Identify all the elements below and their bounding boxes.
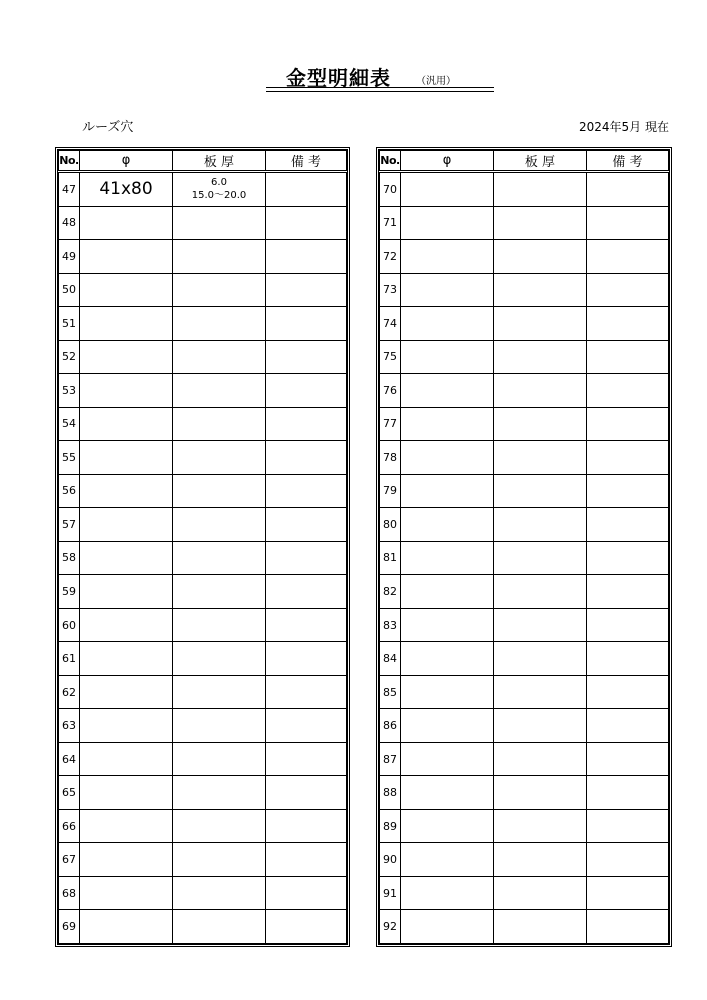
remarks-cell — [587, 876, 669, 910]
remarks-cell — [266, 172, 347, 207]
table-row — [380, 910, 669, 944]
diameter-cell — [401, 474, 494, 508]
right-table-body — [380, 172, 669, 944]
document-title: 金型明細表 — [286, 66, 391, 90]
diameter-cell — [80, 474, 173, 508]
remarks-cell — [587, 776, 669, 810]
thickness-cell — [494, 474, 587, 508]
remarks-cell — [587, 407, 669, 441]
row-number: 75 — [380, 340, 401, 374]
thickness-cell — [494, 675, 587, 709]
table-row — [59, 273, 347, 307]
table-row — [380, 474, 669, 508]
remarks-cell — [587, 374, 669, 408]
thickness-cell — [494, 441, 587, 475]
diameter-cell — [80, 407, 173, 441]
diameter-cell — [80, 876, 173, 910]
thickness-cell — [494, 340, 587, 374]
row-number: 67 — [59, 843, 80, 877]
table-row — [380, 508, 669, 542]
left-table — [55, 147, 350, 947]
thickness-cell — [173, 642, 266, 676]
header-no: No. — [59, 151, 80, 172]
thickness-cell — [173, 273, 266, 307]
row-number: 78 — [380, 441, 401, 475]
right-table — [376, 147, 672, 947]
row-number: 74 — [380, 307, 401, 341]
row-number: 54 — [59, 407, 80, 441]
row-number: 76 — [380, 374, 401, 408]
table-row — [59, 742, 347, 776]
row-number: 70 — [380, 172, 401, 207]
diameter-cell — [401, 575, 494, 609]
thickness-cell — [494, 172, 587, 207]
table-row — [380, 876, 669, 910]
table-row — [380, 340, 669, 374]
table-row — [59, 876, 347, 910]
row-number: 91 — [380, 876, 401, 910]
header-thickness: 板 厚 — [494, 151, 587, 172]
diameter-cell — [80, 441, 173, 475]
remarks-cell — [266, 307, 347, 341]
table-row — [380, 608, 669, 642]
row-number: 66 — [59, 809, 80, 843]
row-number: 58 — [59, 541, 80, 575]
table-row — [59, 541, 347, 575]
remarks-cell — [587, 910, 669, 944]
diameter-cell — [80, 340, 173, 374]
remarks-cell — [266, 675, 347, 709]
diameter-cell — [401, 508, 494, 542]
thickness-cell — [173, 809, 266, 843]
row-number: 47 — [59, 172, 80, 207]
table-row — [59, 809, 347, 843]
diameter-cell — [80, 709, 173, 743]
thickness-cell — [494, 608, 587, 642]
remarks-cell — [266, 541, 347, 575]
table-row — [59, 709, 347, 743]
table-row — [59, 474, 347, 508]
table-row — [59, 206, 347, 240]
diameter-cell — [401, 407, 494, 441]
diameter-cell — [80, 843, 173, 877]
header-remarks: 備 考 — [266, 151, 347, 172]
table-row — [380, 809, 669, 843]
row-number: 84 — [380, 642, 401, 676]
thickness-cell — [494, 910, 587, 944]
row-number: 57 — [59, 508, 80, 542]
remarks-cell — [587, 307, 669, 341]
table-row — [59, 508, 347, 542]
thickness-cell — [494, 575, 587, 609]
remarks-cell — [587, 608, 669, 642]
remarks-cell — [266, 240, 347, 274]
diameter-cell — [401, 206, 494, 240]
row-number: 77 — [380, 407, 401, 441]
diameter-cell — [401, 273, 494, 307]
row-number: 82 — [380, 575, 401, 609]
row-number: 85 — [380, 675, 401, 709]
header-no: No. — [380, 151, 401, 172]
thickness-cell — [173, 172, 266, 207]
row-number: 88 — [380, 776, 401, 810]
thickness-cell — [494, 374, 587, 408]
table-row — [59, 172, 347, 207]
thickness-cell — [173, 307, 266, 341]
table-row — [380, 240, 669, 274]
remarks-cell — [266, 474, 347, 508]
row-number: 59 — [59, 575, 80, 609]
right-table-grid — [379, 150, 669, 944]
row-number: 83 — [380, 608, 401, 642]
remarks-cell — [587, 172, 669, 207]
row-number: 53 — [59, 374, 80, 408]
diameter-cell — [401, 809, 494, 843]
diameter-cell — [401, 240, 494, 274]
diameter-cell — [80, 575, 173, 609]
row-number: 86 — [380, 709, 401, 743]
thickness-cell — [494, 776, 587, 810]
thickness-cell — [173, 608, 266, 642]
thickness-cell — [173, 340, 266, 374]
table-row — [380, 776, 669, 810]
header-diameter: φ — [80, 151, 173, 172]
diameter-cell: 41x80 — [80, 172, 173, 207]
document-title-block — [266, 62, 494, 92]
header-remarks: 備 考 — [587, 151, 669, 172]
diameter-cell — [401, 675, 494, 709]
remarks-cell — [587, 843, 669, 877]
table-row — [59, 441, 347, 475]
diameter-cell — [401, 441, 494, 475]
table-row — [59, 642, 347, 676]
table-row — [59, 776, 347, 810]
thickness-cell — [494, 407, 587, 441]
table-row — [59, 843, 347, 877]
table-header-row — [380, 151, 669, 172]
diameter-cell — [80, 809, 173, 843]
diameter-cell — [401, 307, 494, 341]
remarks-cell — [587, 273, 669, 307]
table-row — [380, 273, 669, 307]
table-row — [380, 407, 669, 441]
row-number: 68 — [59, 876, 80, 910]
thickness-cell — [173, 742, 266, 776]
remarks-cell — [266, 374, 347, 408]
document-subtitle: （汎用） — [416, 76, 456, 87]
diameter-cell — [80, 675, 173, 709]
thickness-cell — [494, 742, 587, 776]
table-row — [380, 742, 669, 776]
thickness-cell — [494, 876, 587, 910]
remarks-cell — [266, 508, 347, 542]
row-number: 73 — [380, 273, 401, 307]
remarks-cell — [587, 742, 669, 776]
remarks-cell — [266, 441, 347, 475]
thickness-cell — [173, 776, 266, 810]
thickness-cell — [494, 206, 587, 240]
remarks-cell — [266, 608, 347, 642]
table-row — [380, 642, 669, 676]
remarks-cell — [266, 809, 347, 843]
diameter-cell — [80, 240, 173, 274]
diameter-cell — [401, 541, 494, 575]
diameter-cell — [80, 642, 173, 676]
diameter-cell — [80, 608, 173, 642]
thickness-cell — [494, 307, 587, 341]
remarks-cell — [587, 541, 669, 575]
thickness-cell — [494, 642, 587, 676]
row-number: 81 — [380, 541, 401, 575]
row-number: 62 — [59, 675, 80, 709]
left-table-grid — [58, 150, 347, 944]
diameter-cell — [401, 608, 494, 642]
row-number: 80 — [380, 508, 401, 542]
remarks-cell — [587, 340, 669, 374]
diameter-cell — [401, 374, 494, 408]
thickness-cell — [173, 876, 266, 910]
thickness-cell — [494, 508, 587, 542]
diameter-cell — [80, 742, 173, 776]
thickness-cell — [173, 206, 266, 240]
remarks-cell — [587, 642, 669, 676]
row-number: 60 — [59, 608, 80, 642]
row-number: 48 — [59, 206, 80, 240]
remarks-cell — [266, 776, 347, 810]
table-row — [380, 541, 669, 575]
remarks-cell — [587, 675, 669, 709]
table-row — [59, 608, 347, 642]
row-number: 52 — [59, 340, 80, 374]
table-row — [380, 374, 669, 408]
diameter-cell — [401, 910, 494, 944]
row-number: 92 — [380, 910, 401, 944]
thickness-cell — [173, 474, 266, 508]
thickness-line-1: 6.0 — [211, 177, 227, 189]
remarks-cell — [587, 709, 669, 743]
category-label: ルーズ穴 — [82, 120, 134, 135]
thickness-cell — [173, 843, 266, 877]
remarks-cell — [587, 240, 669, 274]
remarks-cell — [266, 709, 347, 743]
thickness-cell — [173, 407, 266, 441]
remarks-cell — [266, 407, 347, 441]
row-number: 50 — [59, 273, 80, 307]
table-row — [380, 307, 669, 341]
thickness-cell — [494, 541, 587, 575]
thickness-cell — [173, 675, 266, 709]
remarks-cell — [266, 843, 347, 877]
row-number: 71 — [380, 206, 401, 240]
table-row — [380, 441, 669, 475]
title-underline-second — [266, 91, 494, 92]
table-row — [59, 307, 347, 341]
row-number: 51 — [59, 307, 80, 341]
thickness-cell — [494, 709, 587, 743]
diameter-cell — [80, 307, 173, 341]
diameter-cell — [80, 910, 173, 944]
remarks-cell — [266, 642, 347, 676]
table-row — [59, 575, 347, 609]
row-number: 61 — [59, 642, 80, 676]
row-number: 64 — [59, 742, 80, 776]
table-header-row — [59, 151, 347, 172]
table-row — [59, 240, 347, 274]
remarks-cell — [266, 575, 347, 609]
remarks-cell — [266, 876, 347, 910]
table-row — [380, 206, 669, 240]
row-number: 87 — [380, 742, 401, 776]
thickness-cell — [494, 240, 587, 274]
remarks-cell — [587, 508, 669, 542]
remarks-cell — [587, 441, 669, 475]
row-number: 90 — [380, 843, 401, 877]
remarks-cell — [266, 742, 347, 776]
thickness-cell — [173, 910, 266, 944]
as-of-date: 2024年5月 現在 — [579, 120, 669, 134]
row-number: 55 — [59, 441, 80, 475]
diameter-cell — [401, 709, 494, 743]
diameter-cell — [80, 273, 173, 307]
thickness-cell — [494, 273, 587, 307]
row-number: 63 — [59, 709, 80, 743]
diameter-cell — [80, 508, 173, 542]
row-number: 79 — [380, 474, 401, 508]
table-row — [380, 709, 669, 743]
left-table-body — [59, 172, 347, 944]
diameter-cell — [80, 776, 173, 810]
table-row — [380, 575, 669, 609]
table-row — [59, 675, 347, 709]
thickness-cell — [173, 575, 266, 609]
table-row — [380, 675, 669, 709]
diameter-cell — [80, 206, 173, 240]
thickness-cell — [173, 541, 266, 575]
table-row — [59, 407, 347, 441]
row-number: 89 — [380, 809, 401, 843]
remarks-cell — [266, 340, 347, 374]
table-row — [380, 843, 669, 877]
remarks-cell — [266, 273, 347, 307]
row-number: 65 — [59, 776, 80, 810]
table-row — [59, 910, 347, 944]
thickness-cell — [173, 374, 266, 408]
thickness-cell — [173, 240, 266, 274]
thickness-cell — [494, 843, 587, 877]
title-underline — [266, 87, 494, 88]
header-thickness: 板 厚 — [173, 151, 266, 172]
table-row — [59, 374, 347, 408]
diameter-cell — [401, 642, 494, 676]
row-number: 69 — [59, 910, 80, 944]
diameter-cell — [80, 541, 173, 575]
table-row — [380, 172, 669, 207]
diameter-cell — [401, 340, 494, 374]
diameter-cell — [401, 843, 494, 877]
thickness-line-2: 15.0〜20.0 — [191, 190, 247, 202]
diameter-cell — [401, 742, 494, 776]
remarks-cell — [266, 206, 347, 240]
diameter-cell — [80, 374, 173, 408]
diameter-cell — [401, 776, 494, 810]
row-number: 56 — [59, 474, 80, 508]
thickness-cell — [494, 809, 587, 843]
remarks-cell — [587, 206, 669, 240]
diameter-cell — [401, 172, 494, 207]
row-number: 49 — [59, 240, 80, 274]
thickness-cell — [173, 508, 266, 542]
remarks-cell — [587, 474, 669, 508]
remarks-cell — [587, 809, 669, 843]
remarks-cell — [587, 575, 669, 609]
remarks-cell — [266, 910, 347, 944]
thickness-cell — [173, 709, 266, 743]
row-number: 72 — [380, 240, 401, 274]
header-diameter: φ — [401, 151, 494, 172]
diameter-cell — [401, 876, 494, 910]
table-row — [59, 340, 347, 374]
thickness-cell — [173, 441, 266, 475]
